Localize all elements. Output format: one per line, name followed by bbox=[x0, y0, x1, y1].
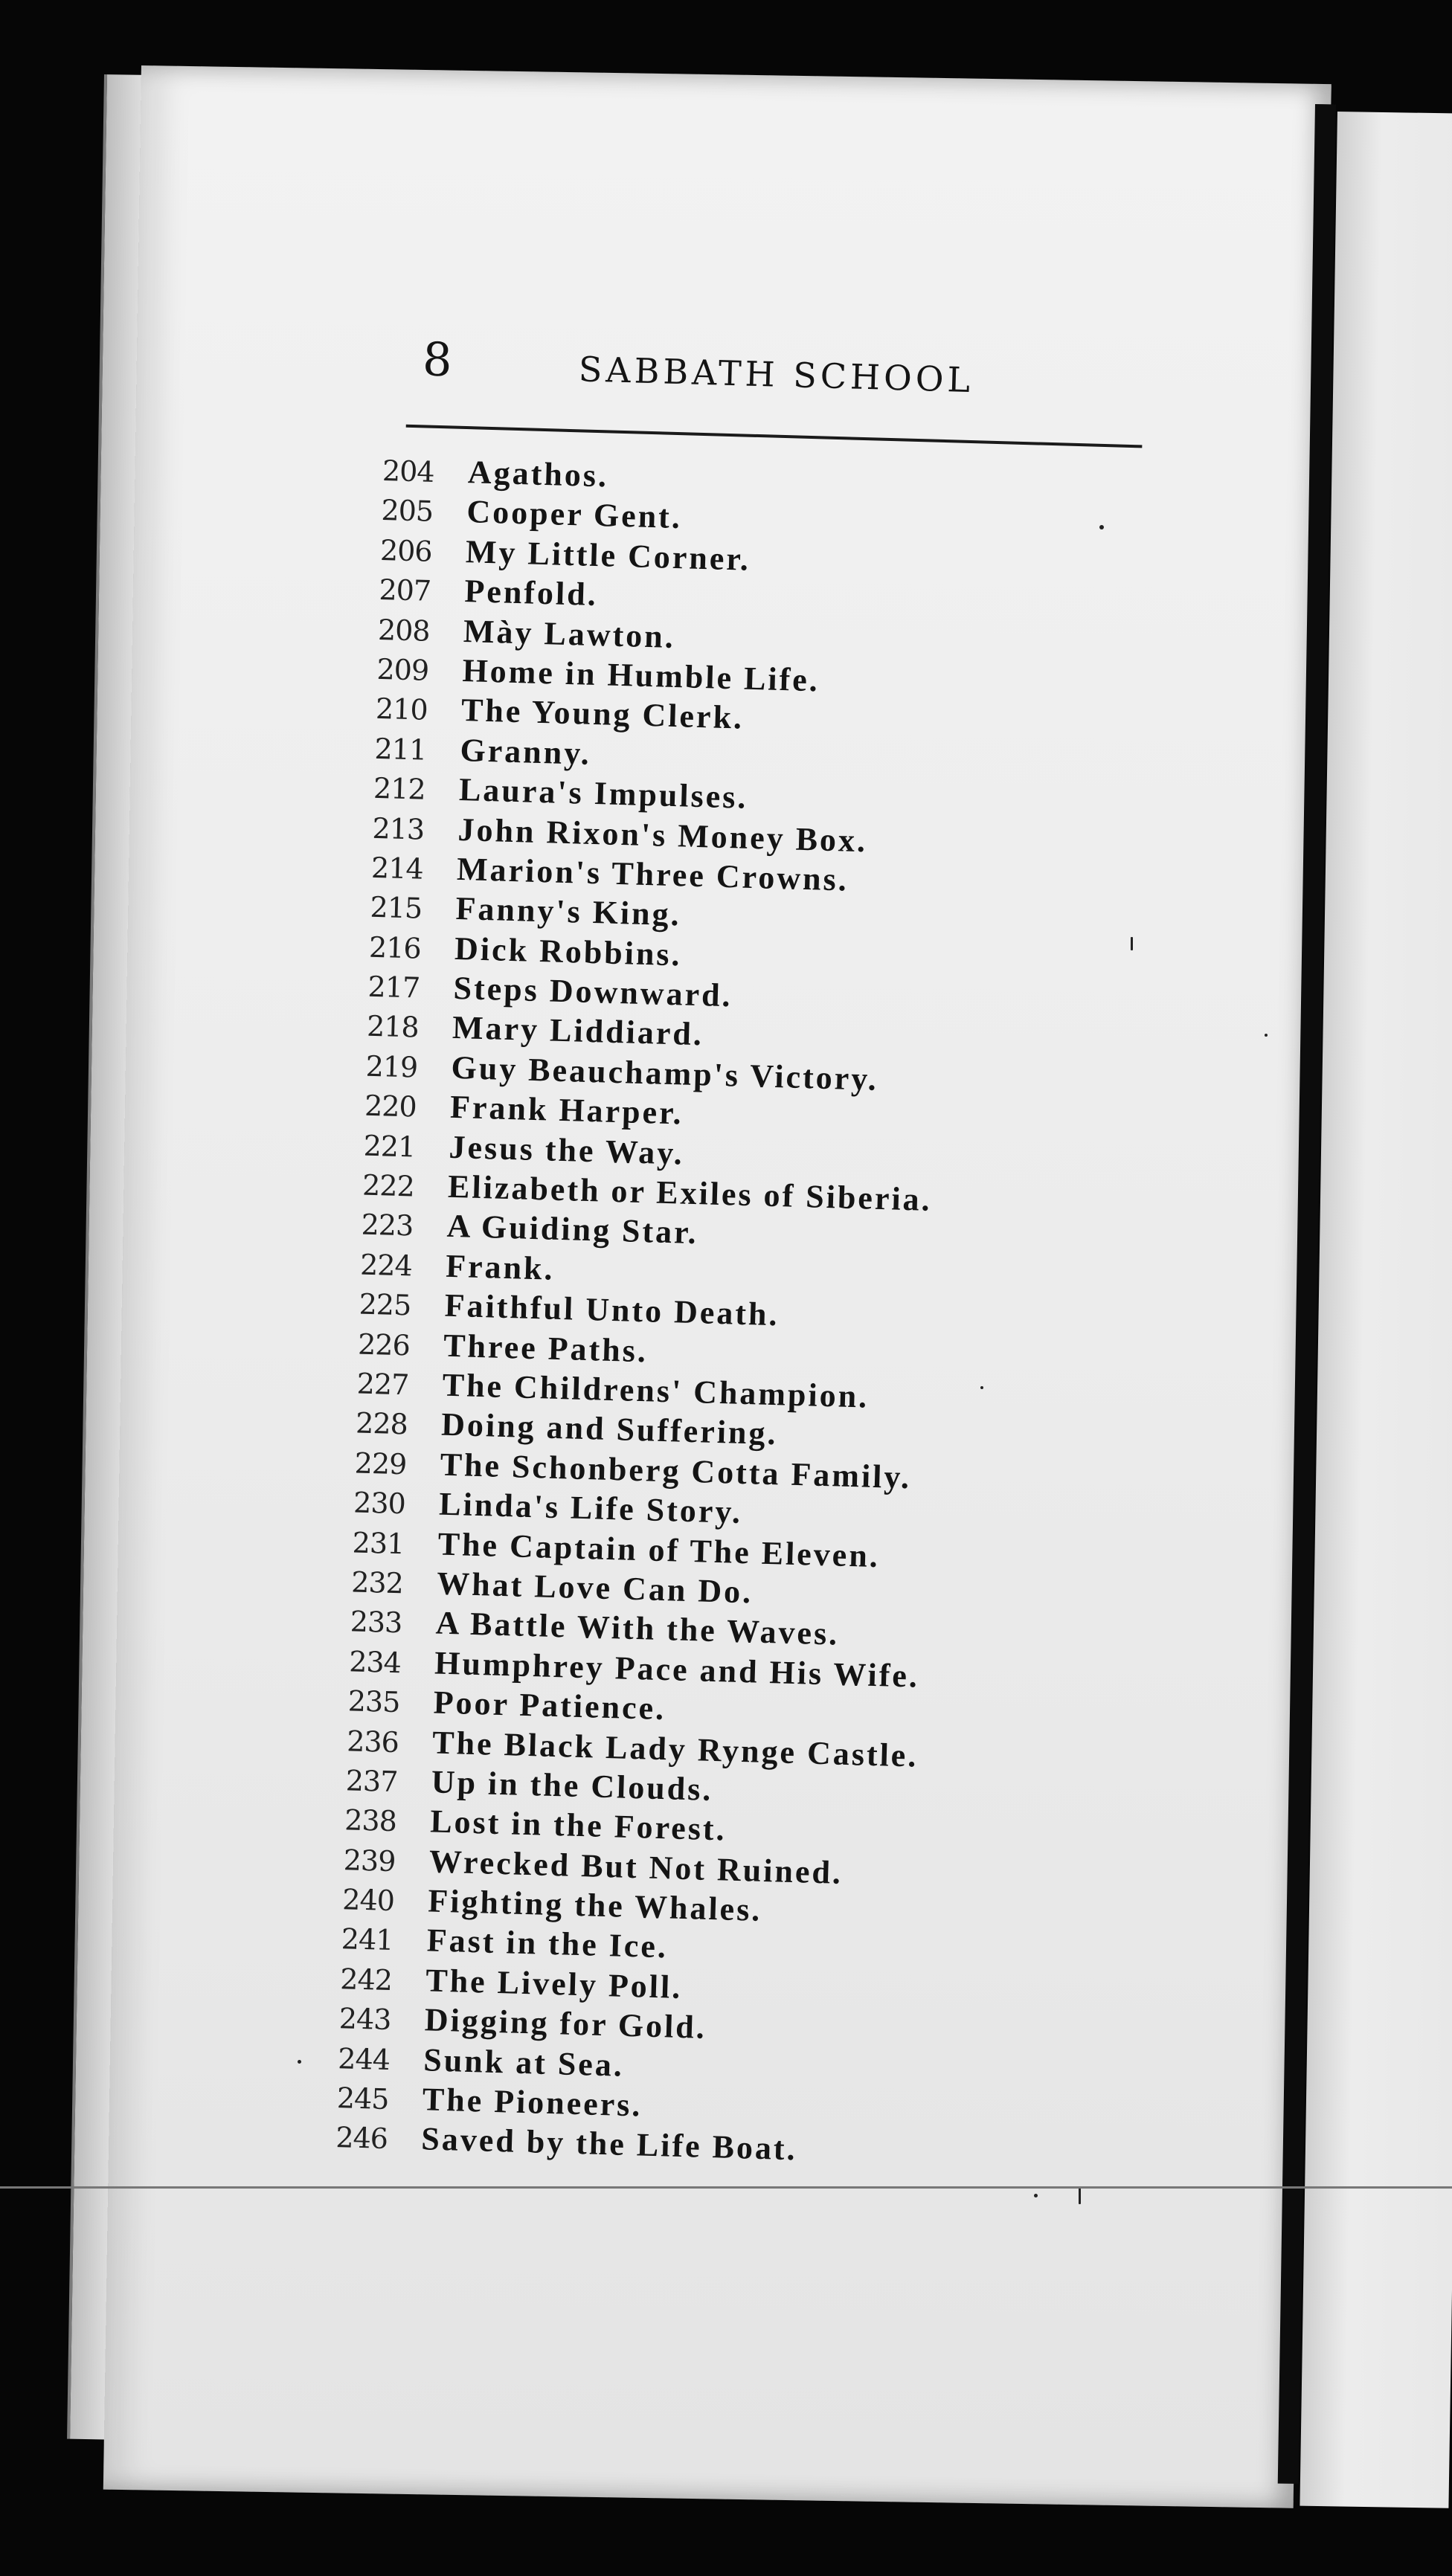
entry-title: What Love Can Do. bbox=[436, 1565, 754, 1611]
ink-speck bbox=[1034, 2194, 1038, 2197]
entry-number: 206 bbox=[379, 533, 433, 568]
entry-number: 207 bbox=[378, 573, 431, 608]
entry-title: Fighting the Whales. bbox=[427, 1882, 763, 1928]
entry-title: Digging for Gold. bbox=[424, 2001, 707, 2047]
entry-number: 229 bbox=[354, 1446, 407, 1481]
entry-title: The Pioneers. bbox=[422, 2081, 643, 2124]
ink-speck bbox=[1131, 937, 1133, 950]
entry-number: 214 bbox=[370, 851, 424, 886]
entry-title: Doing and Suffering. bbox=[440, 1406, 779, 1452]
entry-number: 233 bbox=[350, 1605, 402, 1640]
entry-title: The Lively Poll. bbox=[425, 1962, 683, 2006]
entry-title: Fanny's King. bbox=[454, 890, 682, 933]
entry-title: Marion's Three Crowns. bbox=[456, 850, 849, 898]
entry-title: Granny. bbox=[459, 731, 592, 772]
entry-title: Up in the Clouds. bbox=[431, 1763, 714, 1808]
entry-number: 220 bbox=[364, 1089, 417, 1124]
entry-number: 205 bbox=[380, 494, 434, 529]
running-head: SABBATH SCHOOL bbox=[578, 349, 974, 401]
entry-number: 210 bbox=[375, 692, 428, 727]
entry-title: Jesus the Way. bbox=[449, 1128, 685, 1172]
entry-number: 239 bbox=[343, 1843, 396, 1878]
entry-title: Humphrey Pace and His Wife. bbox=[434, 1644, 920, 1695]
entry-number: 245 bbox=[336, 2081, 390, 2116]
entry-number: 216 bbox=[368, 930, 422, 965]
entry-number: 244 bbox=[337, 2041, 391, 2076]
scan-artifact-line bbox=[0, 2186, 1452, 2189]
entry-title: Faithful Unto Death. bbox=[444, 1287, 780, 1333]
entry-number: 215 bbox=[370, 890, 423, 925]
entry-number: 237 bbox=[345, 1764, 398, 1799]
ink-speck bbox=[1079, 2186, 1081, 2204]
entry-number: 232 bbox=[350, 1565, 404, 1600]
entry-title: The Childrens' Champion. bbox=[442, 1366, 870, 1415]
entry-title: Fast in the Ice. bbox=[426, 1922, 669, 1965]
entry-number: 212 bbox=[373, 771, 426, 806]
entry-title: Home in Humble Life. bbox=[461, 651, 820, 699]
entry-title: The Black Lady Rynge Castle. bbox=[431, 1723, 919, 1774]
entry-title: The Schonberg Cotta Family. bbox=[440, 1446, 912, 1496]
entry-title: Mary Liddiard. bbox=[452, 1009, 704, 1053]
entry-title: My Little Corner. bbox=[465, 532, 751, 578]
entry-title: A Battle With the Waves. bbox=[435, 1604, 840, 1652]
entry-number: 234 bbox=[348, 1645, 402, 1679]
entry-number: 213 bbox=[372, 811, 425, 846]
entry-title: Guy Beauchamp's Victory. bbox=[451, 1049, 879, 1098]
book-list bbox=[335, 451, 1201, 2180]
entry-title: Laura's Impulses. bbox=[458, 771, 749, 816]
entry-title: Three Paths. bbox=[443, 1327, 649, 1369]
entry-title: Cooper Gent. bbox=[466, 493, 683, 536]
entry-number: 238 bbox=[344, 1803, 397, 1838]
entry-title: Agathos. bbox=[467, 454, 609, 495]
entry-title: The Captain of The Eleven. bbox=[437, 1525, 881, 1574]
entry-title: Sunk at Sea. bbox=[423, 2041, 625, 2084]
entry-title: Elizabeth or Exiles of Siberia. bbox=[447, 1168, 933, 1218]
entry-number: 204 bbox=[382, 454, 435, 489]
entry-number: 208 bbox=[377, 613, 431, 648]
entry-title: Mày Lawton. bbox=[463, 612, 676, 655]
entry-title: Penfold. bbox=[463, 573, 599, 614]
page-number: 8 bbox=[422, 332, 454, 387]
entry-title: John Rixon's Money Box. bbox=[457, 811, 868, 859]
entry-number: 241 bbox=[341, 1922, 394, 1957]
entry-title: Linda's Life Story. bbox=[438, 1485, 743, 1531]
entry-title: Steps Downward. bbox=[452, 969, 733, 1014]
entry-title: Wrecked But Not Ruined. bbox=[428, 1843, 844, 1891]
entry-title: Saved by the Life Boat. bbox=[420, 2120, 798, 2168]
ink-speck bbox=[980, 1386, 983, 1389]
entry-number: 246 bbox=[335, 2121, 388, 2156]
entry-title: Lost in the Forest. bbox=[429, 1803, 727, 1848]
entry-number: 224 bbox=[359, 1248, 413, 1283]
entry-title: A Guiding Star. bbox=[446, 1208, 699, 1252]
entry-number: 242 bbox=[339, 1962, 393, 1997]
entry-number: 226 bbox=[357, 1327, 411, 1362]
entry-number: 222 bbox=[362, 1168, 415, 1203]
entry-title: Frank Harper. bbox=[449, 1089, 684, 1132]
entry-title: The Young Clerk. bbox=[460, 692, 745, 736]
ink-speck bbox=[298, 2060, 301, 2064]
entry-number: 240 bbox=[341, 1883, 395, 1918]
entry-number: 243 bbox=[338, 2002, 392, 2037]
entry-title: Frank. bbox=[445, 1247, 556, 1287]
entry-number: 217 bbox=[367, 970, 420, 1005]
entry-number: 230 bbox=[353, 1486, 406, 1521]
entry-number: 209 bbox=[376, 652, 429, 687]
entry-number: 211 bbox=[374, 732, 427, 767]
entry-title: Dick Robbins. bbox=[454, 930, 683, 973]
entry-number: 227 bbox=[356, 1367, 409, 1402]
entry-number: 218 bbox=[366, 1010, 420, 1045]
entry-number: 223 bbox=[361, 1208, 414, 1243]
entry-number: 225 bbox=[359, 1287, 411, 1322]
entry-number: 219 bbox=[365, 1049, 418, 1084]
ink-speck bbox=[1099, 525, 1104, 529]
entry-title: Poor Patience. bbox=[433, 1684, 666, 1727]
entry-number: 236 bbox=[346, 1724, 399, 1759]
entry-number: 228 bbox=[355, 1406, 408, 1441]
entry-number: 231 bbox=[352, 1525, 405, 1560]
ink-speck bbox=[1265, 1034, 1268, 1037]
entry-number: 235 bbox=[347, 1684, 400, 1719]
entry-number: 221 bbox=[363, 1129, 416, 1164]
